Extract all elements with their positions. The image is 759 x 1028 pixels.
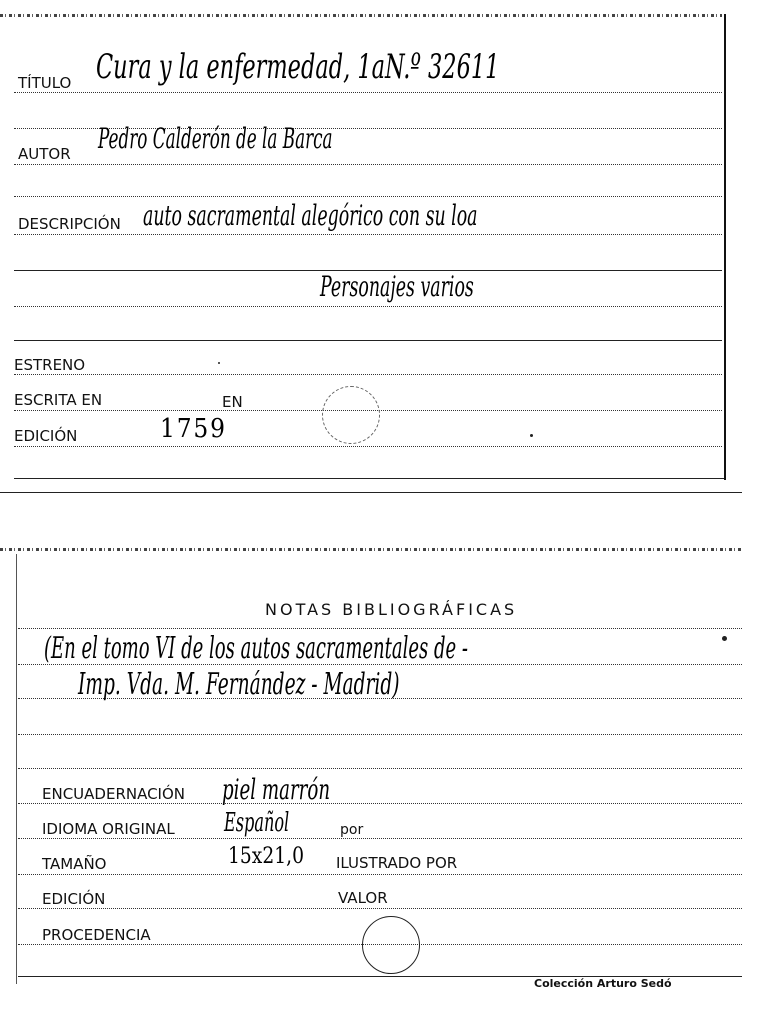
encuadernacion-label: ENCUADERNACIÓN — [42, 785, 186, 803]
notes-handwritten-line-1: (En el tomo VI de los autos sacramentales de - — [44, 631, 468, 666]
rule-line — [14, 340, 722, 341]
edicion-handwritten-value: 1759 — [160, 414, 227, 444]
en-label: EN — [222, 393, 243, 411]
punch-hole — [322, 386, 380, 444]
titulo-label: TÍTULO — [18, 74, 72, 92]
rule-line — [18, 734, 742, 735]
rule-line — [18, 874, 742, 875]
rule-line — [14, 374, 722, 375]
ink-speck — [218, 362, 220, 364]
rule-line — [18, 628, 742, 629]
estreno-label: ESTRENO — [14, 356, 86, 374]
ink-speck — [722, 636, 727, 641]
notes-handwritten-line-2: Imp. Vda. M. Fernández - Madrid) — [78, 667, 400, 702]
idioma-handwritten-value: Español — [224, 808, 290, 838]
autor-handwritten-value: Pedro Calderón de la Barca — [98, 122, 333, 155]
rule-line — [14, 196, 722, 197]
rule-line — [18, 838, 742, 839]
torn-top-edge — [0, 14, 722, 17]
edicion-label: EDICIÓN — [14, 427, 78, 445]
tamano-handwritten-value: 15x21,0 — [228, 844, 304, 869]
rule-line — [18, 803, 742, 804]
encuadernacion-handwritten-value: piel marrón — [222, 773, 331, 806]
rule-line — [14, 446, 722, 447]
ink-speck — [530, 434, 533, 437]
rule-line — [14, 92, 722, 93]
descripcion-label: DESCRIPCIÓN — [18, 215, 121, 233]
catalog-card-front — [0, 0, 759, 495]
catalog-card-back — [0, 540, 759, 1028]
card-left-border — [16, 554, 17, 984]
torn-top-edge — [0, 548, 742, 551]
card-bottom-rule — [0, 492, 742, 493]
por-label: por — [340, 822, 364, 838]
rule-line — [14, 234, 722, 235]
ilustrado-por-label: ILUSTRADO POR — [336, 854, 458, 872]
edicion-label-back: EDICIÓN — [42, 890, 106, 908]
tamano-label: TAMAÑO — [42, 855, 107, 873]
rule-line — [18, 908, 742, 909]
rule-line — [14, 306, 722, 307]
escrita-label: ESCRITA EN — [14, 391, 103, 409]
rule-line — [18, 768, 742, 769]
collection-credit: Colección Arturo Sedó — [534, 977, 672, 990]
rule-line — [14, 478, 724, 479]
valor-label: VALOR — [338, 889, 388, 907]
punch-hole — [362, 916, 420, 974]
descripcion-handwritten-value: auto sacramental alegórico con su loa — [143, 199, 478, 232]
idioma-original-label: IDIOMA ORIGINAL — [42, 820, 175, 838]
card-right-border — [724, 14, 726, 480]
titulo-handwritten-value: Cura y la enfermedad, 1aN.º 32611 — [96, 47, 500, 87]
notas-heading: NOTAS BIBLIOGRÁFICAS — [265, 600, 518, 619]
procedencia-label: PROCEDENCIA — [42, 926, 151, 944]
rule-line — [14, 164, 722, 165]
descripcion-handwritten-value-2: Personajes varios — [320, 270, 474, 303]
autor-label: AUTOR — [18, 145, 71, 163]
